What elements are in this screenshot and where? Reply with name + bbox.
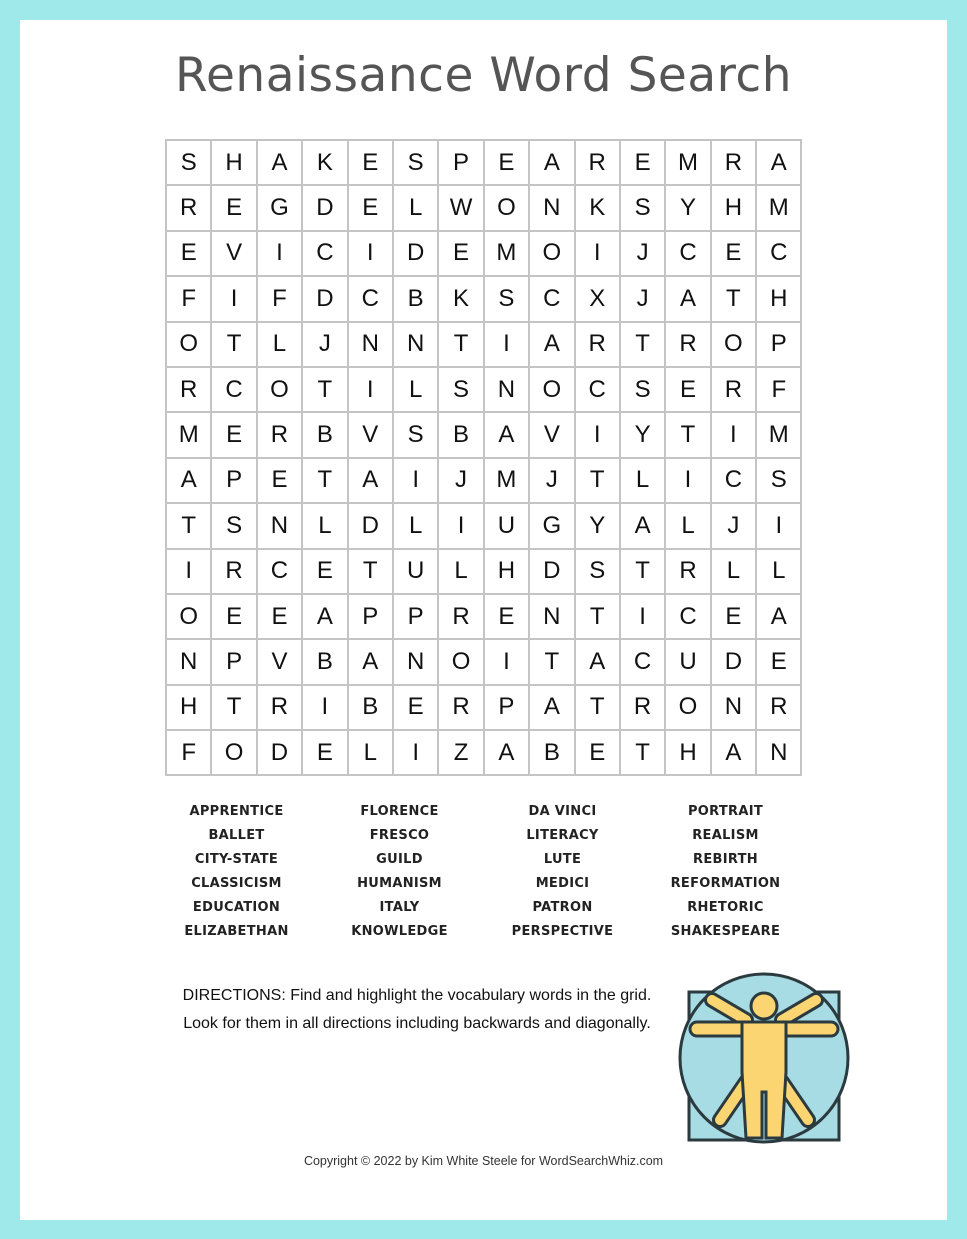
grid-cell[interactable]: I [484,322,529,367]
grid-cell[interactable]: T [211,322,256,367]
grid-cell[interactable]: F [756,367,801,412]
grid-cell[interactable]: U [484,503,529,548]
grid-cell[interactable]: V [348,412,393,457]
grid-cell[interactable]: T [166,503,211,548]
grid-cell[interactable]: G [529,503,574,548]
grid-cell[interactable]: R [711,367,756,412]
grid-cell[interactable]: B [348,685,393,730]
word-list-item: REBIRTH [693,852,758,867]
grid-cell[interactable]: J [529,458,574,503]
grid-cell[interactable]: V [211,231,256,276]
grid-cell[interactable]: J [438,458,483,503]
word-column [644,802,807,946]
word-list-item: SHAKESPEARE [670,924,781,939]
grid-cell[interactable]: R [756,685,801,730]
grid-cell[interactable]: C [211,367,256,412]
grid-cell[interactable]: L [302,503,347,548]
grid-cell[interactable]: R [257,412,302,457]
grid-cell[interactable]: R [211,549,256,594]
grid-cell[interactable]: A [348,458,393,503]
grid-cell[interactable]: O [711,322,756,367]
grid-cell[interactable]: K [575,185,620,230]
grid-cell[interactable]: I [393,730,438,775]
grid-cell[interactable]: I [438,503,483,548]
grid-cell[interactable]: A [484,412,529,457]
word-list-item: HUMANISM [357,876,442,891]
grid-cell[interactable]: I [348,367,393,412]
grid-cell[interactable]: R [665,322,710,367]
grid-cell[interactable]: B [302,639,347,684]
grid-cell[interactable]: D [348,503,393,548]
grid-cell[interactable]: A [575,639,620,684]
word-list-item: PATRON [532,900,593,915]
grid-cell[interactable]: S [756,458,801,503]
grid-cell[interactable]: T [620,549,665,594]
grid-cell[interactable]: F [257,276,302,321]
grid-cell[interactable]: E [257,458,302,503]
grid-cell[interactable]: C [257,549,302,594]
grid-cell[interactable]: A [348,639,393,684]
grid-cell[interactable]: L [257,322,302,367]
word-list-item: GUILD [376,852,423,867]
grid-cell[interactable]: L [393,503,438,548]
grid-cell[interactable]: P [393,594,438,639]
grid-cell[interactable]: T [529,639,574,684]
grid-cell[interactable]: T [575,685,620,730]
grid-cell[interactable]: R [575,140,620,185]
grid-cell[interactable]: R [575,322,620,367]
grid-cell[interactable]: K [438,276,483,321]
grid-cell[interactable]: C [665,231,710,276]
grid-cell[interactable]: H [711,185,756,230]
grid-cell[interactable]: B [302,412,347,457]
grid-cell[interactable]: L [711,549,756,594]
grid-cell[interactable]: B [529,730,574,775]
grid-cell[interactable]: M [756,412,801,457]
grid-cell[interactable]: G [257,185,302,230]
grid-cell[interactable]: C [756,231,801,276]
grid-cell[interactable]: N [484,367,529,412]
grid-cell[interactable]: L [756,549,801,594]
grid-cell[interactable]: I [575,412,620,457]
grid-cell[interactable]: S [393,140,438,185]
grid-cell[interactable]: F [166,730,211,775]
grid-cell[interactable]: N [393,322,438,367]
grid-cell[interactable]: C [348,276,393,321]
grid-cell[interactable]: O [166,322,211,367]
grid-cell[interactable]: T [620,730,665,775]
grid-cell[interactable]: O [529,231,574,276]
grid-cell[interactable]: R [166,185,211,230]
word-column [155,802,318,946]
grid-cell[interactable]: M [166,412,211,457]
grid-cell[interactable]: P [211,639,256,684]
grid-cell[interactable]: K [302,140,347,185]
grid-cell[interactable]: L [665,503,710,548]
grid-cell[interactable]: N [393,639,438,684]
grid-cell[interactable]: E [711,594,756,639]
grid-cell[interactable]: A [529,322,574,367]
grid-cell[interactable]: D [393,231,438,276]
grid-cell[interactable]: M [665,140,710,185]
grid-cell[interactable]: U [665,639,710,684]
grid-cell[interactable]: E [484,140,529,185]
grid-cell[interactable]: S [484,276,529,321]
grid-cell[interactable]: T [711,276,756,321]
word-list-item: LUTE [543,852,582,867]
grid-cell[interactable]: P [756,322,801,367]
grid-cell[interactable]: T [438,322,483,367]
grid-cell[interactable]: R [620,685,665,730]
word-list-item: BALLET [208,828,265,843]
grid-cell[interactable]: T [211,685,256,730]
letter-grid [165,139,802,776]
grid-cell[interactable]: E [211,185,256,230]
grid-cell[interactable]: N [529,185,574,230]
word-list-item: LITERACY [526,828,599,843]
grid-cell[interactable]: F [166,276,211,321]
grid-cell[interactable]: I [756,503,801,548]
word-list-item: CLASSICISM [191,876,282,891]
grid-cell[interactable]: C [575,367,620,412]
grid-cell[interactable]: S [211,503,256,548]
grid-cell[interactable]: I [302,685,347,730]
word-list-item: CITY-STATE [194,852,279,867]
grid-cell[interactable]: O [529,367,574,412]
word-column [481,802,644,946]
grid-cell[interactable]: A [665,276,710,321]
word-list-item: FLORENCE [360,804,439,819]
grid-cell[interactable]: H [665,730,710,775]
word-column [318,802,481,946]
grid-cell[interactable]: E [756,639,801,684]
word-list-item: KNOWLEDGE [351,924,448,939]
grid-cell[interactable]: O [484,185,529,230]
grid-cell[interactable]: O [166,594,211,639]
grid-cell[interactable]: B [393,276,438,321]
grid-cell[interactable]: O [257,367,302,412]
grid-cell[interactable]: A [756,594,801,639]
grid-cell[interactable]: E [302,730,347,775]
word-list-item: FRESCO [369,828,430,843]
grid-cell[interactable]: Y [665,185,710,230]
word-list-item: REALISM [692,828,759,843]
grid-cell[interactable]: T [575,594,620,639]
grid-cell[interactable]: A [529,140,574,185]
grid-cell[interactable]: N [529,594,574,639]
grid-cell[interactable]: E [166,231,211,276]
grid-cell[interactable]: E [620,140,665,185]
grid-cell[interactable]: N [756,730,801,775]
grid-cell[interactable]: E [575,730,620,775]
grid-cell[interactable]: I [393,458,438,503]
grid-cell[interactable]: P [484,685,529,730]
grid-cell[interactable]: R [438,594,483,639]
grid-cell[interactable]: L [620,458,665,503]
word-list-item: APPRENTICE [189,804,284,819]
word-list-item: EDUCATION [192,900,281,915]
grid-cell[interactable]: T [302,458,347,503]
grid-cell[interactable]: N [166,639,211,684]
grid-cell[interactable]: E [393,685,438,730]
grid-cell[interactable]: J [302,322,347,367]
grid-cell[interactable]: A [620,503,665,548]
grid-cell[interactable]: I [211,276,256,321]
grid-cell[interactable]: E [348,140,393,185]
grid-cell[interactable]: R [257,685,302,730]
grid-cell[interactable]: C [529,276,574,321]
grid-cell[interactable]: M [484,458,529,503]
grid-cell[interactable]: S [438,367,483,412]
grid-cell[interactable]: T [302,367,347,412]
grid-cell[interactable]: P [438,140,483,185]
grid-cell[interactable]: E [211,412,256,457]
grid-cell[interactable]: J [620,231,665,276]
word-list-item: PERSPECTIVE [511,924,614,939]
word-list-item: ELIZABETHAN [184,924,289,939]
grid-cell[interactable]: I [620,594,665,639]
grid-cell[interactable]: S [620,185,665,230]
grid-cell[interactable]: A [756,140,801,185]
grid-cell[interactable]: H [484,549,529,594]
grid-cell[interactable]: E [438,231,483,276]
grid-cell[interactable]: L [348,730,393,775]
word-list [155,802,855,946]
word-list-item: ITALY [379,900,420,915]
grid-cell[interactable]: S [620,367,665,412]
word-list-item: REFORMATION [670,876,781,891]
grid-cell[interactable]: N [348,322,393,367]
grid-cell[interactable]: U [393,549,438,594]
grid-cell[interactable]: P [211,458,256,503]
grid-cell[interactable]: E [257,594,302,639]
grid-cell[interactable]: T [575,458,620,503]
grid-cell[interactable]: H [756,276,801,321]
grid-cell[interactable]: I [665,458,710,503]
grid-cell[interactable]: R [166,367,211,412]
worksheet-page [20,20,947,1220]
grid-cell[interactable]: R [665,549,710,594]
grid-cell[interactable]: A [711,730,756,775]
grid-cell[interactable]: M [756,185,801,230]
grid-cell[interactable]: D [529,549,574,594]
grid-cell[interactable]: A [529,685,574,730]
grid-cell[interactable]: V [257,639,302,684]
grid-cell[interactable]: O [438,639,483,684]
copyright-text: Copyright © 2022 by Kim White Steele for WordSearchWhiz.com [303,1154,664,1168]
grid-cell[interactable]: O [665,685,710,730]
grid-cell[interactable]: I [711,412,756,457]
grid-cell[interactable]: D [257,730,302,775]
grid-cell[interactable]: M [484,231,529,276]
grid-cell[interactable]: H [166,685,211,730]
grid-cell[interactable]: C [711,458,756,503]
grid-cell[interactable]: H [211,140,256,185]
grid-cell[interactable]: I [257,231,302,276]
grid-cell[interactable]: L [438,549,483,594]
grid-cell[interactable]: V [529,412,574,457]
grid-cell[interactable]: S [575,549,620,594]
grid-cell[interactable]: D [302,185,347,230]
grid-cell[interactable]: E [211,594,256,639]
grid-cell[interactable]: E [348,185,393,230]
grid-cell[interactable]: S [166,140,211,185]
word-list-item: MEDICI [535,876,590,891]
grid-cell[interactable]: A [484,730,529,775]
grid-cell[interactable]: T [665,412,710,457]
grid-cell[interactable]: X [575,276,620,321]
page-title: Renaissance Word Search [174,48,793,103]
grid-cell[interactable]: W [438,185,483,230]
grid-cell[interactable]: L [393,185,438,230]
grid-cell[interactable]: L [393,367,438,412]
grid-cell[interactable]: D [302,276,347,321]
grid-cell[interactable]: A [166,458,211,503]
word-list-item: DA VINCI [528,804,597,819]
grid-cell[interactable]: N [257,503,302,548]
grid-cell[interactable]: T [620,322,665,367]
grid-cell[interactable]: T [348,549,393,594]
grid-cell[interactable]: Z [438,730,483,775]
grid-cell[interactable]: E [484,594,529,639]
word-list-item: RHETORIC [687,900,764,915]
grid-cell[interactable]: I [348,231,393,276]
grid-cell[interactable]: I [166,549,211,594]
grid-cell[interactable]: S [393,412,438,457]
grid-cell[interactable]: R [438,685,483,730]
directions-text: DIRECTIONS: Find and highlight the vocabulary words in the grid. Look for them in all directions including backwards and diagonally. [182,987,652,1032]
grid-cell[interactable]: Y [575,503,620,548]
grid-cell[interactable]: O [211,730,256,775]
grid-cell[interactable]: P [348,594,393,639]
grid-cell[interactable]: D [711,639,756,684]
grid-cell[interactable]: A [302,594,347,639]
grid-cell[interactable]: B [438,412,483,457]
word-list-item: PORTRAIT [687,804,764,819]
grid-cell[interactable]: E [711,231,756,276]
grid-cell[interactable]: I [484,639,529,684]
grid-cell[interactable]: Y [620,412,665,457]
grid-cell[interactable]: I [575,231,620,276]
vitruvian-man-icon [676,972,852,1148]
grid-cell[interactable]: A [257,140,302,185]
grid-cell[interactable]: J [711,503,756,548]
grid-cell[interactable]: C [665,594,710,639]
grid-cell[interactable]: N [711,685,756,730]
grid-cell[interactable]: C [302,231,347,276]
grid-cell[interactable]: J [620,276,665,321]
grid-cell[interactable]: R [711,140,756,185]
grid-cell[interactable]: C [620,639,665,684]
grid-cell[interactable]: E [665,367,710,412]
grid-cell[interactable]: E [302,549,347,594]
